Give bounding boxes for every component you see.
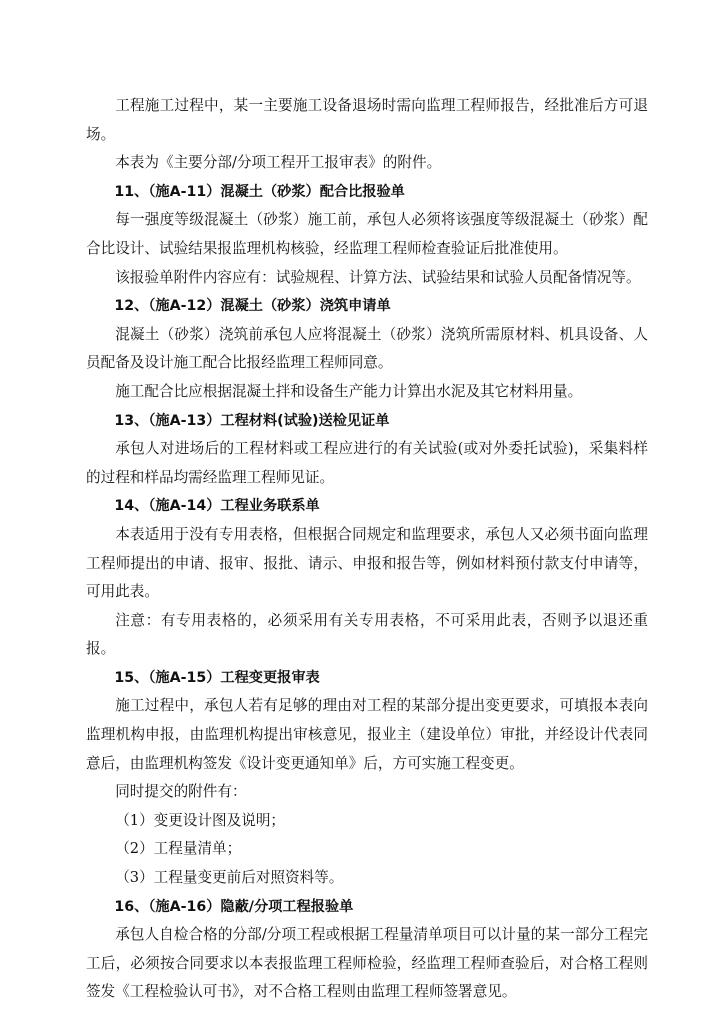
para-a12-mix: 施工配合比应根据混凝土拌和设备生产能力计算出水泥及其它材料用量。	[115, 382, 583, 400]
para-a12-desc: 混凝土（砂浆）浇筑前承包人应将混凝土（砂浆）浇筑所需原材料、机具设备、人员配备及设计施工配合比报经监理工程师同意。	[86, 325, 648, 372]
para-attachment-note: 本表为《主要分部/分项工程开工报审表》的附件。	[115, 154, 442, 172]
para-a15-item-3: （3）工程量变更前后对照资料等。	[115, 869, 344, 887]
heading-a13: 13、（施A-13）工程材料(试验)送检见证单	[114, 412, 390, 429]
heading-a15: 15、（施A-15）工程变更报审表	[114, 669, 320, 686]
document-body	[86, 92, 648, 1007]
heading-a12: 12、（施A-12）混凝土（砂浆）浇筑申请单	[114, 298, 391, 315]
para-a15-item-2: （2）工程量清单；	[115, 840, 242, 858]
heading-a14: 14、（施A-14）工程业务联系单	[114, 498, 320, 515]
para-a16-desc: 承包人自检合格的分部/分项工程或根据工程量清单项目可以计量的某一部分工程完工后，必须按合同要求以本表报监理工程师检验，经监理工程师查验后，对合格工程则签发《工程检验认可书》，对不合格工程则由监理工程师签署意见。	[86, 926, 648, 1001]
para-a14-desc: 本表适用于没有专用表格，但根据合同规定和监理要求，承包人又必须书面向监理工程师提出的申请、报审、报批、请示、申报和报告等，例如材料预付款支付申请等，可用此表。	[86, 525, 648, 601]
para-a15-attachments: 同时提交的附件有：	[115, 783, 247, 801]
heading-a16: 16、（施A-16）隐蔽/分项工程报验单	[114, 898, 354, 915]
para-a14-note: 注意：有专用表格的，必须采用有关专用表格，不可采用此表，否则予以退还重报。	[86, 611, 648, 658]
para-equipment-exit: 工程施工过程中，某一主要施工设备退场时需向监理工程师报告，经批准后方可退场。	[86, 97, 648, 143]
para-a13-desc: 承包人对进场后的工程材料或工程应进行的有关试验(或对外委托试验)，采集料样的过程和样品均需经监理工程师见证。	[86, 440, 648, 486]
para-a15-item-1: （1）变更设计图及说明；	[115, 811, 286, 829]
para-a15-desc: 施工过程中，承包人若有足够的理由对工程的某部分提出变更要求，可填报本表向监理机构申报，由监理机构提出审核意见，报业主（建设单位）审批，并经设计代表同意后，由监理机构签发《设计变更通知单》后，方可实施工程变更。	[86, 697, 648, 772]
para-a11-desc: 每一强度等级混凝土（砂浆）施工前，承包人必须将该强度等级混凝土（砂浆）配合比设计、试验结果报监理机构核验，经监理工程师检查验证后批准使用。	[86, 211, 648, 257]
para-a11-attachments: 该报验单附件内容应有：试验规程、计算方法、试验结果和试验人员配备情况等。	[115, 268, 641, 286]
heading-a11: 11、（施A-11）混凝土（砂浆）配合比报验单	[114, 183, 405, 200]
